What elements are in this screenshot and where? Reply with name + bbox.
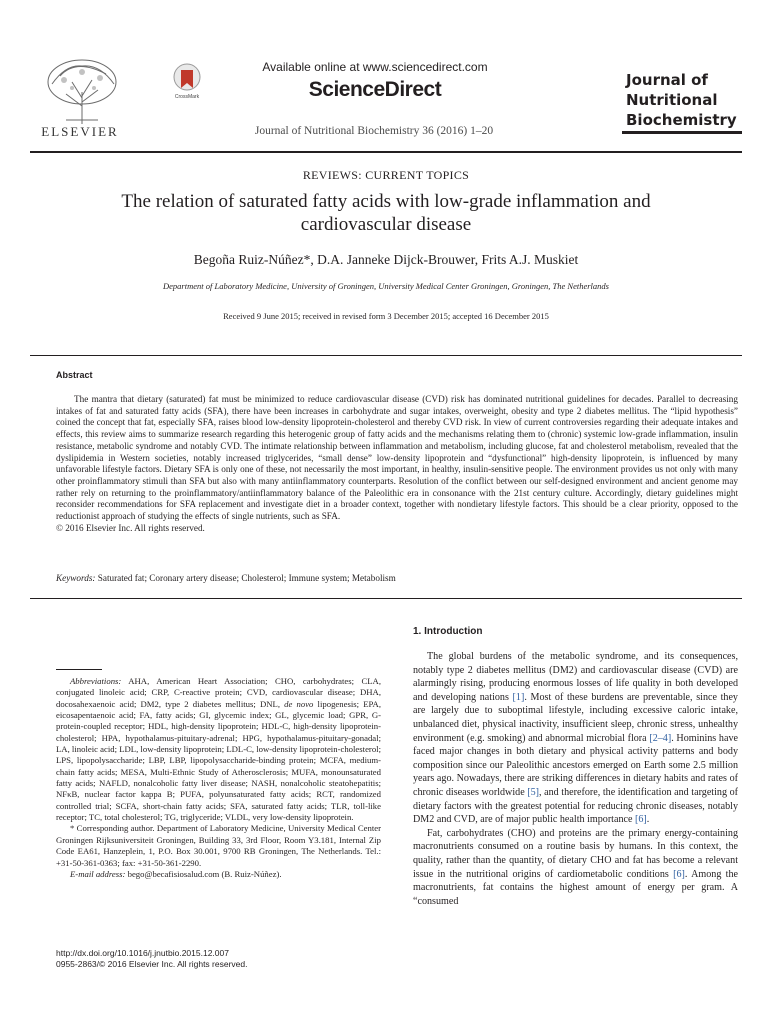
citation-link[interactable]: [1] <box>512 691 525 703</box>
header-rule-top <box>30 151 742 153</box>
journal-name-block <box>622 70 742 130</box>
abbreviations-footnote: Abbreviations: AHA, American Heart Association; CHO, carbohydrates; CLA, conjugated linoleic acid; CRP, C-reactive protein; CVD, cardiovascular disease; DHA, docosahexaenoic acid; DM2, type 2 diabetes mellitus; DNL, de novo lipogenesis; EPA, eicosapentaenoic acid; FA, fatty acids; GI, glycemic index; GL, glycemic load; GPR, G-protein-coupled receptor; HDL, high-density lipoprotein; HDL-C, high-density lipoprotein-cholesterol; HPA, hypothalamus-pituitary-adrenal; HPG, hypothalamus-pituitary-gonadal; LA, linoleic acid; LDL, low-density lipoprotein; LDL-C, low-density lipoprotein-cholesterol; LPS, lipopolysaccharide; LBP, LBP, lipopolysaccharide-binding protein; MCFA, medium-chain fatty acids; MESA, Multi-Ethnic Study of Atherosclerosis; MUFA, monounsaturated fatty acids; NAFLD, nonalcoholic fatty liver disease; NASH, nonalcoholic steatohepatitis; NFκB, nuclear factor kappa B; PUFA, polyunsaturated fatty acids; RCT, randomized controlled trial; SCFA, short-chain fatty acids; SFA, saturated fatty acids; TLR, toll-like receptor; TC, total cholesterol; TG, triglyceride; VLDL, very low-density lipoprotein. <box>56 676 381 823</box>
abstract-rule-top <box>30 355 742 356</box>
journal-name-line-3: Biochemistry <box>626 111 737 129</box>
journal-name-line-2: Nutritional <box>626 91 718 109</box>
article-title-line-2: cardiovascular disease <box>300 214 472 235</box>
article-dates: Received 9 June 2015; received in revised form 3 December 2015; accepted 16 December 2015 <box>223 311 549 321</box>
article-title-line-1: The relation of saturated fatty acids with low-grade inflammation and <box>121 191 651 212</box>
citation-link[interactable]: [5] <box>527 786 540 798</box>
citation-link[interactable]: [2–4] <box>649 732 672 744</box>
footnotes <box>56 676 381 880</box>
email-link[interactable]: bego@becafisiosalud.com (B. Ruiz-Núñez). <box>125 868 282 879</box>
email-footnote <box>56 869 381 880</box>
abstract-body <box>56 394 738 534</box>
journal-citation: Journal of Nutritional Biochemistry 36 (2016) 1–20 <box>254 125 494 137</box>
keywords-list: Saturated fat; Coronary artery disease; Cholesterol; Immune system; Metabolism <box>97 573 396 583</box>
abstract-text: The mantra that dietary (saturated) fat must be minimized to reduce cardiovascular disease (CVD) risk has dominated nutritional guidelines for decades. Parallel to decreasing intakes of fat and saturated fatty acids (SFA), there have been increases in carbohydrate and sugar intakes, overweight, obesity and type 2 diabetes mellitus. The “lipid hypothesis” coined the concept that fat, especially SFA, raises blood low-density lipoprotein-cholesterol and thereby CVD risk. In view of current controversies regarding their adequate intakes and effects, this review aims to summarize research regarding this heterogenic group of fatty acids and the mechanisms relating them to (chronic) systemic low-grade inflammation, insulin resistance, metabolic syndrome and notably CVD. The intimate relationship between inflammation and metabolism, including glucose, fat and cholesterol metabolism, revealed that the dyslipidemia in Western societies, notably increased triglycerides, “small dense” low-density lipoprotein and “dysfunctional” high-density lipoprotein, is influenced by many unfavorable lifestyle factors. Dietary SFA is only one of these, not necessarily the most important, in healthy, insulin-sensitive people. The environment provides us not only with many other proinflammatory stimuli than SFA but also with many antiinflammatory counterparts. Resolution of the conflict between our self-designed environment and ancient genome may rather rely on returning to the proinflammatory/antiinflammatory balance of the Paleolithic era in consonance with the 21st century culture. Accordingly, dietary guidelines might reconsider recommendations for SFA replacement and investigate diet in a broader context, together with nondietary lifestyle factors. This should be a clear priority, opposed to the reductionist approach of studying the effects of single nutrients, such as SFA. <box>56 394 738 522</box>
citation-link[interactable]: [6] <box>635 814 647 826</box>
introduction-body <box>413 650 738 908</box>
abstract-heading: Abstract <box>56 370 93 380</box>
article-affiliation: Department of Laboratory Medicine, University of Groningen, University Medical Center Groningen, Groningen, The Netherlands <box>163 281 609 291</box>
publisher-wordmark: ELSEVIER <box>41 124 119 139</box>
introduction-heading: 1. Introduction <box>413 626 483 637</box>
article-section: REVIEWS: CURRENT TOPICS <box>302 168 470 182</box>
doi-block <box>56 948 247 970</box>
available-online-link[interactable]: Available online at www.sciencedirect.com <box>262 60 488 74</box>
article-authors: Begoña Ruiz-Núñez*, D.A. Janneke Dijck-Brouwer, Frits A.J. Muskiet <box>193 252 579 267</box>
doi-link[interactable]: http://dx.doi.org/10.1016/j.jnutbio.2015.12.007 <box>56 948 229 958</box>
email-label: E-mail address: <box>70 868 126 879</box>
journal-name-underline <box>622 131 742 134</box>
footnote-rule <box>56 669 102 670</box>
intro-paragraph-2: Fat, carbohydrates (CHO) and proteins are the primary energy-containing macronutrients consumed on a routine basis by humans. In this context, the quality, rather than the quantity, of dietary CHO and fat has become a relevant issue in the nutritional origins of cardiometabolic conditions [6]. Among the macronutrients, fat contains the highest amount of energy per gram. A “consumed <box>413 827 738 907</box>
crossmark-label: CrossMark <box>174 94 200 100</box>
abstract-copyright: © 2016 Elsevier Inc. All rights reserved. <box>56 522 205 533</box>
sciencedirect-brand[interactable]: ScienceDirect <box>308 78 442 101</box>
citation-link[interactable]: [6] <box>673 868 685 880</box>
corresponding-author-footnote: * Corresponding author. Department of Laboratory Medicine, University Medical Center Groningen Rijksuniversiteit Groningen, Building 33, 3rd Floor, Room Y3.181, Internal Zip Code EA61, Hanzeplein, 1, P.O. Box 30.001, 9700 RB Groningen, The Netherlands. Tel.: +31-50-361-0363; fax: +31-50-361-2290. <box>56 823 381 868</box>
abbreviations-label: Abbreviations: <box>70 676 122 686</box>
crossmark-icon[interactable] <box>172 62 202 100</box>
keywords <box>56 573 738 583</box>
article-title <box>60 190 712 236</box>
journal-name-line-1: Journal of <box>626 71 708 89</box>
intro-paragraph-1: The global burdens of the metabolic syndrome, and its consequences, notably type 2 diabetes mellitus (DM2) and cardiovascular disease (CVD) are alarmingly rising, producing enormous losses of life quality in both developed and developing nations [1]. Most of these burdens are preventable, since they are largely due to suboptimal lifestyle, including excessive caloric intake, unbalanced diet, physical inactivity, insufficient sleep, chronic stress, unhealthy environment (e.g. smoking) and abnormal microbial flora [2–4]. Hominins have faced major changes in both dietary and physical activity patterns and body composition since our Paleolithic ancestors emerged on Earth some 2.5 million years ago. Nowadays, there are striking differences in dietary habits and rates of chronic diseases worldwide [5], and therefore, the identification and targeting of dietary factors with the greatest potential for reducing chronic diseases, notably DM2 and CVD, are of major public health importance [6]. <box>413 651 738 826</box>
abstract-rule-bottom <box>30 598 742 599</box>
keywords-label: Keywords: <box>56 573 96 583</box>
issn-copyright: 0955-2863/© 2016 Elsevier Inc. All rights reserved. <box>56 959 248 969</box>
